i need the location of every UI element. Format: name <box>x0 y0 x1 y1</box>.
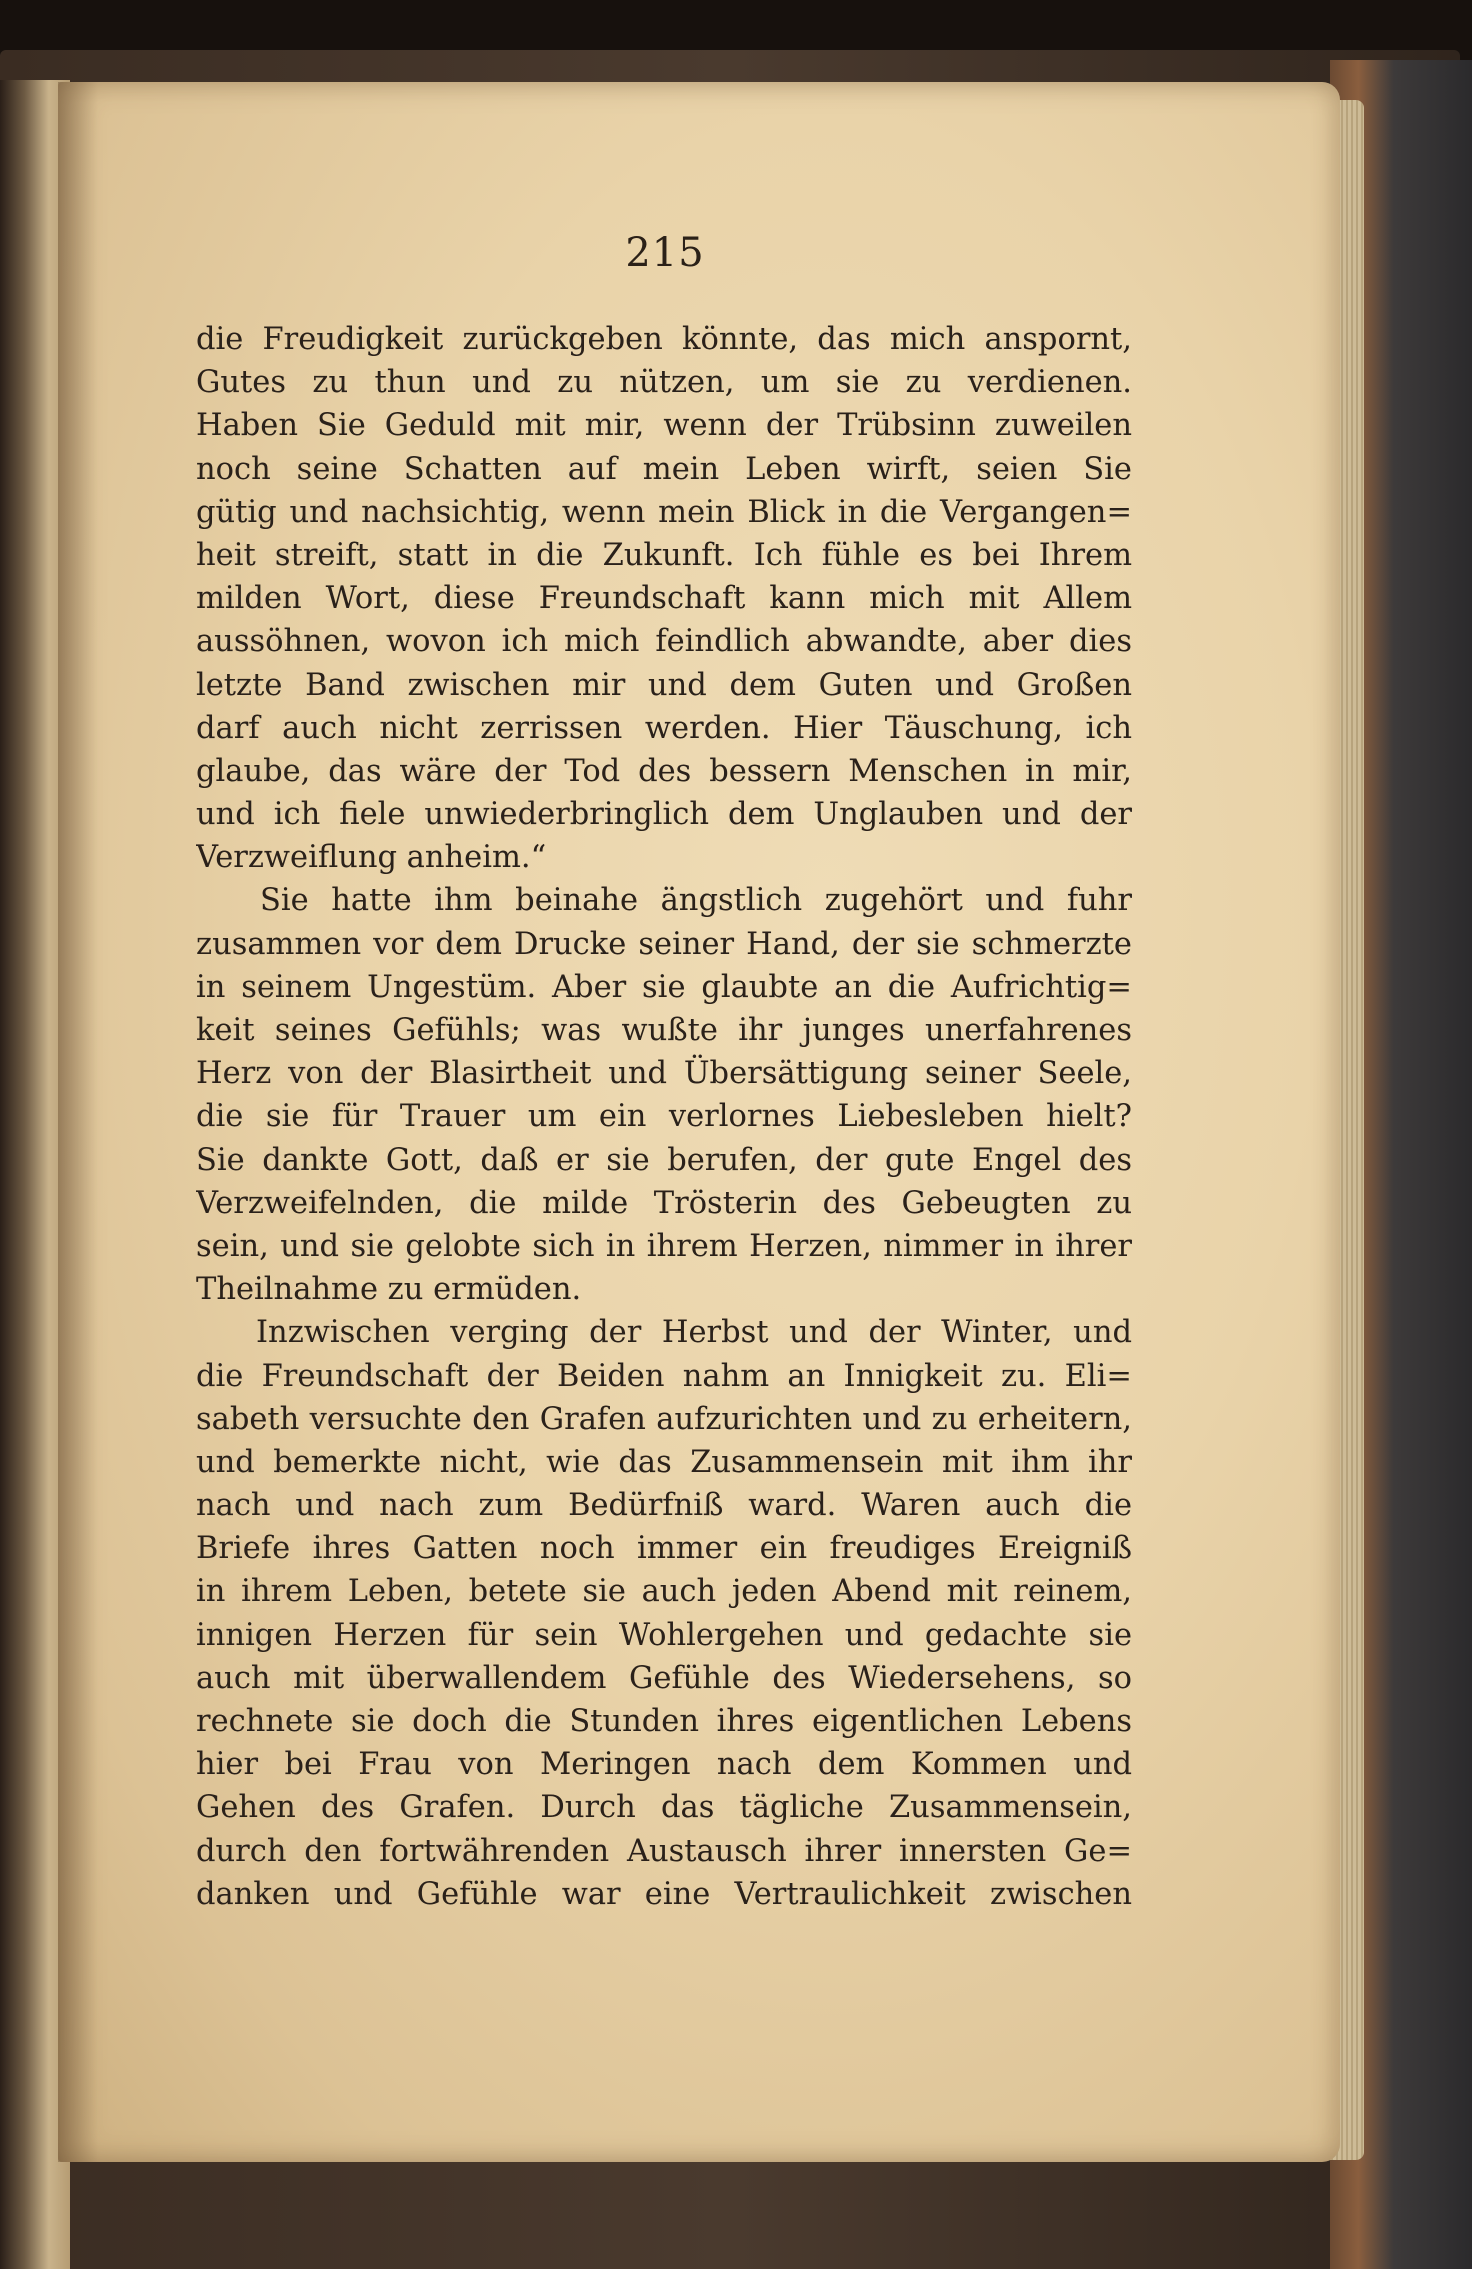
text-line: noch seine Schatten auf mein Leben wirft, seien Sie <box>196 451 1132 487</box>
text-line: Verzweifelnden, die milde Trösterin des Gebeugten zu <box>196 1185 1132 1221</box>
text-line: gütig und nachsichtig, wenn mein Blick in die Vergangen= <box>196 494 1132 530</box>
text-line: durch den fortwährenden Austausch ihrer innersten Ge= <box>196 1833 1132 1869</box>
text-line: keit seines Gefühls; was wußte ihr junges unerfahrenes <box>196 1013 1132 1048</box>
text-line: auch mit überwallendem Gefühle des Wiedersehens, so <box>196 1660 1132 1696</box>
text-line: Briefe ihres Gatten noch immer ein freudiges Ereigniß <box>196 1531 1132 1567</box>
text-line: danken und Gefühle war eine Vertraulichkeit zwischen <box>196 1876 1132 1912</box>
text-line: rechnete sie doch die Stunden ihres eigentlichen Lebens <box>196 1704 1132 1739</box>
text-line: und ich fiele unwiederbringlich dem Unglauben und der <box>196 797 1132 833</box>
text-line: nach und nach zum Bedürfniß ward. Waren auch die <box>196 1488 1132 1524</box>
text-line: Gutes zu thun und zu nützen, um sie zu verdienen. <box>196 365 1132 401</box>
text-line: heit streift, statt in die Zukunft. Ich fühle es bei Ihrem <box>196 537 1132 573</box>
text-line: innigen Herzen für sein Wohlergehen und gedachte sie <box>196 1617 1132 1653</box>
text-line: glaube, das wäre der Tod des bessern Menschen in mir, <box>196 753 1132 789</box>
text-line: darf auch nicht zerrissen werden. Hier Täuschung, ich <box>196 710 1132 746</box>
text-line: milden Wort, diese Freundschaft kann mich mit Allem <box>196 581 1132 617</box>
text-line: Theilnahme zu ermüden. <box>196 1272 582 1308</box>
text-line: letzte Band zwischen mir und dem Guten und Großen <box>196 667 1132 703</box>
text-line: Sie dankte Gott, daß er sie berufen, der gute Engel des <box>196 1142 1132 1178</box>
text-line: Haben Sie Geduld mit mir, wenn der Trübsinn zuweilen <box>196 408 1132 444</box>
text-line: Herz von der Blasirtheit und Übersättigung seiner Seele, <box>196 1056 1132 1092</box>
paragraph-start-line: Inzwischen verging der Herbst und der Winter, und <box>256 1315 1132 1351</box>
paragraph-start-line: Sie hatte ihm beinahe ängstlich zugehört und fuhr <box>260 883 1132 919</box>
text-line: sein, und sie gelobte sich in ihrem Herzen, nimmer in ihrer <box>196 1228 1132 1264</box>
text-line: in ihrem Leben, betete sie auch jeden Abend mit reinem, <box>196 1574 1132 1610</box>
text-line: sabeth versuchte den Grafen aufzurichten und zu erheitern, <box>196 1401 1132 1437</box>
page-number: 215 <box>625 230 705 276</box>
text-line: zusammen vor dem Drucke seiner Hand, der sie schmerzte <box>196 926 1132 962</box>
text-line: in seinem Ungestüm. Aber sie glaubte an die Aufrichtig= <box>196 969 1132 1005</box>
page-text <box>196 318 1132 1916</box>
gutter-shadow <box>58 82 98 2162</box>
text-line: die Freudigkeit zurückgeben könnte, das mich anspornt, <box>196 322 1132 357</box>
text-line: die sie für Trauer um ein verlornes Liebesleben hielt? <box>196 1099 1132 1135</box>
text-line: hier bei Frau von Meringen nach dem Kommen und <box>196 1747 1132 1783</box>
text-line: die Freundschaft der Beiden nahm an Innigkeit zu. Eli= <box>196 1358 1132 1394</box>
text-line: Gehen des Grafen. Durch das tägliche Zusammensein, <box>196 1790 1132 1826</box>
text-line: und bemerkte nicht, wie das Zusammensein mit ihm ihr <box>196 1444 1132 1480</box>
text-line: Verzweiflung anheim.“ <box>196 840 547 876</box>
text-line: aussöhnen, wovon ich mich feindlich abwandte, aber dies <box>196 624 1132 660</box>
